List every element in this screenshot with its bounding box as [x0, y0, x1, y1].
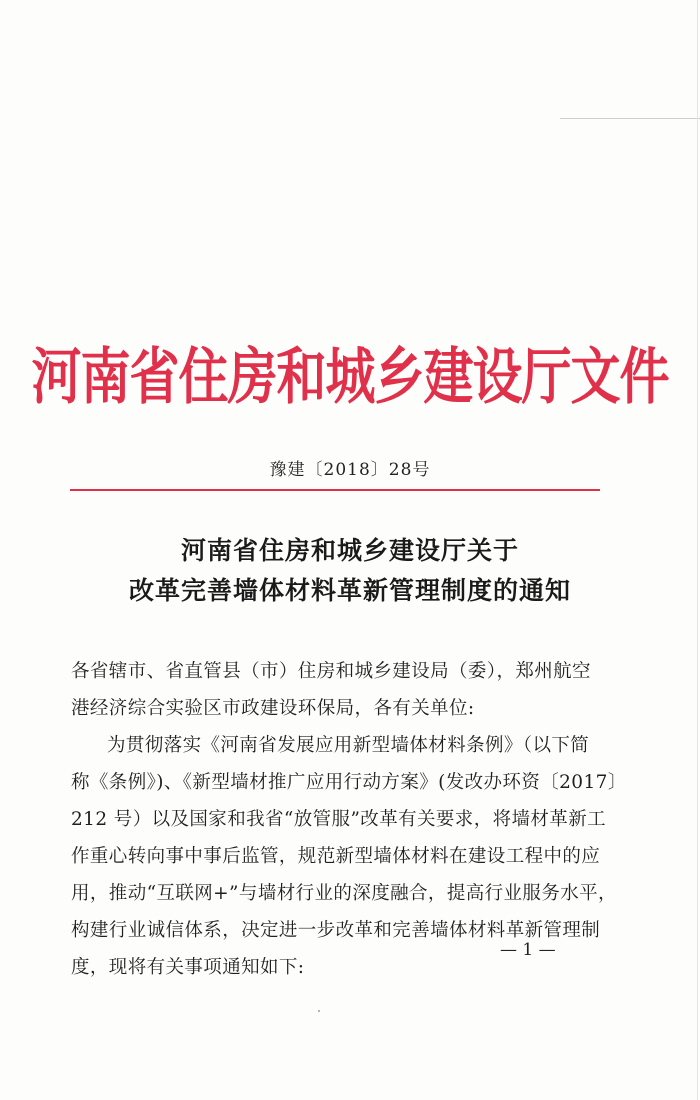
notice-title-line-1: 河南省住房和城乡建设厅关于 [180, 536, 519, 565]
body-line-7: 用，推动“互联网+”与墙材行业的深度融合，提高行业服务水平， [71, 883, 617, 904]
body-line-1: 各省辖市、省直管县（市）住房和城乡建设局（委），郑州航空 [71, 661, 591, 682]
body-line-9: 度，现将有关事项通知如下: [71, 957, 305, 978]
body-line-3: 为贯彻落实《河南省发展应用新型墙体材料条例》（以下简 [107, 735, 590, 756]
page-number: — 1 — [500, 940, 556, 960]
red-divider-line [70, 489, 600, 491]
notice-title-line-2: 改革完善墙体材料革新管理制度的通知 [128, 576, 571, 605]
body-line-6: 作重心转向事中事后监管，规范新型墙体材料在建设工程中的应 [71, 846, 601, 867]
scan-mark [560, 118, 700, 119]
masthead-title: 河南省住房和城乡建设厅文件 [31, 340, 669, 413]
document-number: 豫建〔2018〕28号 [269, 460, 431, 480]
scan-speck [318, 1010, 320, 1012]
body-line-5: 212 号）以及国家和我省“放管服”改革有关要求，将墙材革新工 [71, 809, 607, 830]
body-line-4: 称《条例》)、《新型墙材推广应用行动方案》(发改办环资〔2017〕 [71, 772, 627, 793]
body-line-2: 港经济综合实验区市政建设环保局，各有关单位: [71, 698, 475, 719]
body-line-8: 构建行业诚信体系，决定进一步改革和完善墙体材料革新管理制 [71, 920, 601, 941]
